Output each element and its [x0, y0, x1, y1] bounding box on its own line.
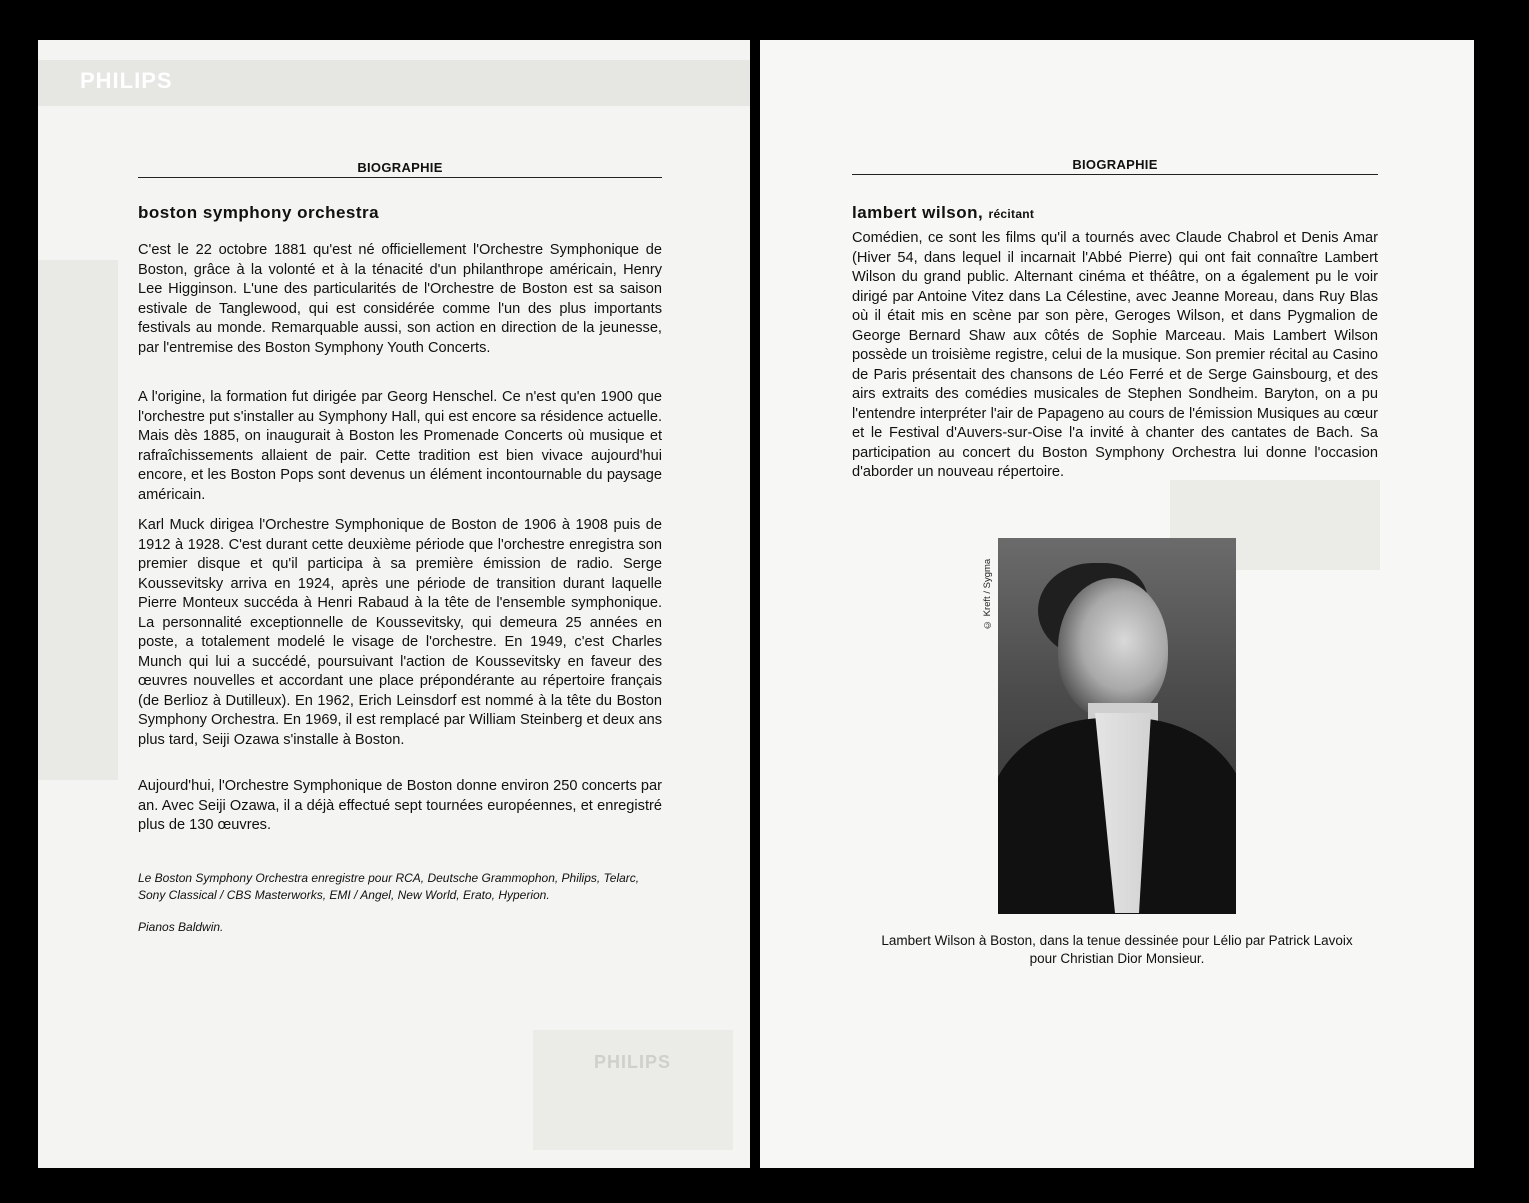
- ghost-philips-logo: PHILIPS: [80, 68, 173, 93]
- bio-paragraph-3: Karl Muck dirigea l'Orchestre Symphonique de Boston de 1906 à 1908 puis de 1912 à 1928. C'est durant cette deuxième période que l'orchestre enregistra son premier disque et qu'il participa à sa première émission de radio. Serge Koussevitsky arriva en 1924, après une période de transition durant laquelle Pierre Monteux succéda à Henri Rabaud à la tête de l'ensemble symphonique. La personnalité exceptionnelle de Koussevitsky, qui demeura 25 années en poste, a totalement modelé le visage de l'orchestre. En 1949, c'est Charles Munch qui lui a succédé, poursuivant l'action de Koussevitsky en faveur des œuvres nouvelles et accordant une place prépondérante au répertoire français (de Berlioz à Dutilleux). En 1962, Erich Leinsdorf est nommé à la tête du Boston Symphony Orchestra. En 1969, il est remplacé par William Steinberg et deux ans plus tard, Seiji Ozawa s'installe à Boston.: [138, 517, 662, 748]
- left-page: [38, 40, 750, 1168]
- section-header: BIOGRAPHIE: [852, 157, 1378, 175]
- bio-title-role: récitant: [988, 207, 1035, 221]
- portrait-photo: [998, 538, 1236, 914]
- bio-title: [852, 203, 1034, 223]
- ghost-philips-bottom: PHILIPS: [594, 1052, 672, 1072]
- right-page: [760, 40, 1474, 1168]
- bio-title: boston symphony orchestra: [138, 203, 380, 222]
- ghost-image-block: [38, 260, 118, 780]
- pianos-note: Pianos Baldwin.: [138, 920, 224, 934]
- recording-labels-note: Le Boston Symphony Orchestra enregistre pour RCA, Deutsche Grammophon, Philips, Telarc, Sony Classical / CBS Masterworks, EMI / Angel, New World, Erato, Hyperion.: [138, 871, 640, 902]
- photo-caption: [852, 932, 1382, 968]
- bio-paragraph: Comédien, ce sont les films qu'il a tournés avec Claude Chabrol et Denis Amar (Hiver 54, dans lequel il incarnait l'Abbé Pierre) qui ont fait connaître Lambert Wilson du grand public. Alternant cinéma et théâtre, on a également pu le voir dirigé par Antoine Vitez dans La Célestine, avec Jeanne Moreau, dans Ruy Blas où il était mis en scène par son père, Geroges Wilson, et dans Pygmalion de George Bernard Shaw aux côtés de Sophie Marceau. Mais Lambert Wilson possède un troisième registre, celui de la musique. Son premier récital au Casino de Paris présentait des chansons de Léo Ferré et de Serge Gainsbourg, et des airs extraits des comédies musicales de Stephen Sondheim. Baryton, on a pu l'entendre interpréter l'air de Papageno au cours de l'émission Musiques au cœur et le Festival d'Auvers-sur-Oise l'a invité à chanter des cantates de Bach. Sa participation au concert du Boston Symphony Orchestra lui donne l'occasion d'aborder un nouveau répertoire.: [852, 230, 1378, 480]
- bio-paragraph-1: C'est le 22 octobre 1881 qu'est né officiellement l'Orchestre Symphonique de Boston, grâce à la volonté et à la ténacité d'un philanthrope américain, Henry Lee Higginson. L'une des particularités de l'Orchestre de Boston est sa saison estivale de Tanglewood, qui est considérée comme l'un des plus importants festivals au monde. Remarquable aussi, son action en direction de la jeunesse, par l'entremise des Boston Symphony Youth Concerts.: [138, 242, 662, 356]
- section-header: BIOGRAPHIE: [138, 160, 662, 178]
- bio-paragraph-2: A l'origine, la formation fut dirigée par Georg Henschel. Ce n'est qu'en 1900 que l'orchestre put s'installer au Symphony Hall, qui est encore sa résidence actuelle. Mais dès 1885, on inaugurait à Boston les Promenade Concerts où musique et rafraîchissements allaient de pair. Cette tradition est bien vivace aujourd'hui encore, et les Boston Pops sont devenus un élément incontournable du paysage américain.: [138, 389, 662, 503]
- caption-line-1: Lambert Wilson à Boston, dans la tenue dessinée pour Lélio par Patrick Lavoix: [881, 933, 1353, 948]
- ghost-top-band: [38, 60, 750, 106]
- photo-face: [1058, 578, 1168, 718]
- photo-credit: © Kreft / Sygma: [982, 558, 993, 630]
- bio-paragraph-4: Aujourd'hui, l'Orchestre Symphonique de Boston donne environ 250 concerts par an. Avec Seiji Ozawa, il a déjà effectué sept tournées européennes, et enregistré plus de 130 œuvres.: [138, 778, 662, 833]
- caption-line-2: pour Christian Dior Monsieur.: [1029, 951, 1205, 966]
- ghost-bottom-block: [533, 1030, 733, 1150]
- bio-title-name: lambert wilson,: [852, 203, 984, 222]
